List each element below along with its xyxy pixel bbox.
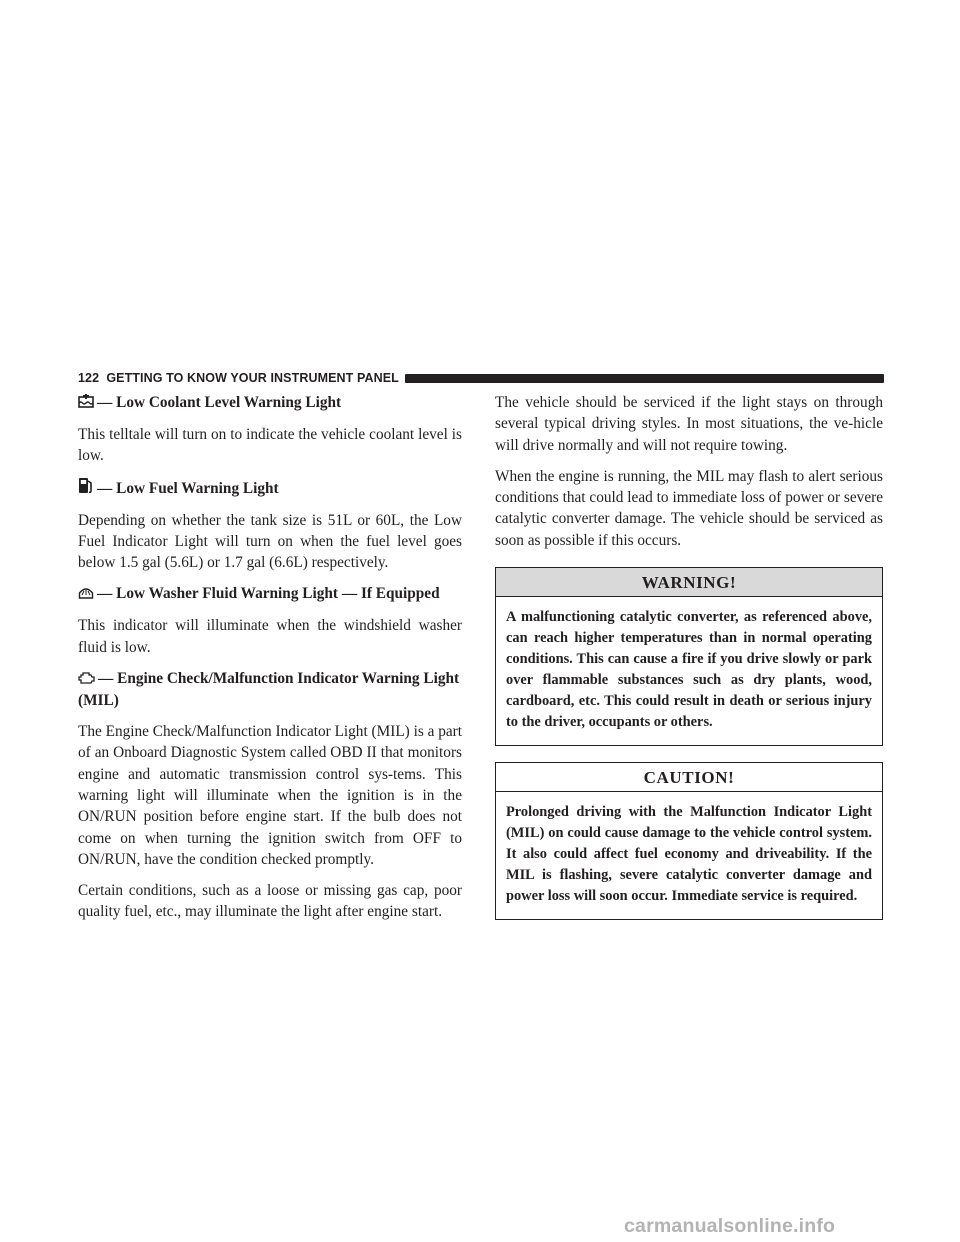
washer-body: This indicator will illuminate when the windshield washer fluid is low. bbox=[78, 617, 462, 656]
caution-heading: CAUTION! bbox=[496, 763, 882, 792]
header-rule bbox=[405, 374, 884, 383]
engine-body-1: The Engine Check/Malfunction Indicator Light (MIL) is a part of an Onboard Diagnostic System called OBD II that monitors engine and automatic transmission control sys-tems. This warning light will illuminate when the ignition is in the ON/RUN position before engine start. If the bulb does not come on when turning the ignition switch from OFF to ON/RUN, have the condition checked promptly. bbox=[78, 723, 463, 868]
coolant-section bbox=[78, 392, 462, 467]
engine-heading bbox=[78, 668, 462, 711]
coolant-level-icon bbox=[78, 393, 94, 414]
washer-section bbox=[78, 583, 462, 658]
engine-title: — Engine Check/Malfunction Indicator Warning Light (MIL) bbox=[78, 670, 460, 710]
coolant-body: This telltale will turn on to indicate the vehicle coolant level is low. bbox=[78, 426, 462, 465]
engine-check-icon bbox=[78, 669, 95, 690]
fuel-pump-icon bbox=[78, 477, 94, 500]
warning-box bbox=[495, 567, 883, 746]
washer-heading bbox=[78, 583, 462, 605]
page-number: 122 bbox=[78, 371, 100, 385]
coolant-title: — Low Coolant Level Warning Light bbox=[97, 394, 342, 411]
caution-box bbox=[495, 762, 883, 920]
left-column bbox=[78, 392, 462, 933]
warning-heading: WARNING! bbox=[496, 568, 882, 597]
fuel-title: — Low Fuel Warning Light bbox=[97, 479, 279, 497]
coolant-heading bbox=[78, 392, 462, 414]
right-column bbox=[495, 392, 883, 936]
watermark: carmanualsonline.info bbox=[624, 1215, 836, 1237]
fuel-heading bbox=[78, 477, 462, 500]
service-paragraph: The vehicle should be serviced if the light stays on through several typical driving styles. In most situations, the ve-hicle will drive normally and will not require towing. bbox=[495, 394, 883, 454]
engine-section bbox=[78, 668, 462, 923]
section-title: GETTING TO KNOW YOUR INSTRUMENT PANEL bbox=[106, 371, 399, 385]
washer-fluid-icon bbox=[78, 584, 94, 605]
mil-flash-paragraph: When the engine is running, the MIL may flash to alert serious conditions that could lead to immediate loss of power or severe catalytic converter damage. The vehicle should be serviced as soon as possible if this occurs. bbox=[495, 467, 883, 549]
page-header bbox=[78, 370, 884, 386]
washer-title: — Low Washer Fluid Warning Light — If Equipped bbox=[97, 585, 440, 603]
fuel-body: Depending on whether the tank size is 51L or 60L, the Low Fuel Indicator Light will turn on when the fuel level goes below 1.5 gal (5.6L) or 1.7 gal (6.6L) respectively. bbox=[78, 511, 462, 572]
fuel-section bbox=[78, 477, 462, 574]
header-label bbox=[78, 371, 399, 385]
caution-body: Prolonged driving with the Malfunction Indicator Light (MIL) on could cause damage to the vehicle control system. It also could affect fuel economy and driveability. If the MIL is flashing, severe catalytic converter damage and power loss will soon occur. Immediate service is required. bbox=[506, 804, 872, 905]
warning-body: A malfunctioning catalytic converter, as referenced above, can reach higher temperatures than in normal operating conditions. This can cause a fire if you drive slowly or park over flammable substances such as dry plants, wood, cardboard, etc. This could result in death or serious injury to the driver, occupants or others. bbox=[506, 609, 872, 731]
engine-body-2: Certain conditions, such as a loose or missing gas cap, poor quality fuel, etc., may illuminate the light after engine start. bbox=[78, 882, 462, 921]
